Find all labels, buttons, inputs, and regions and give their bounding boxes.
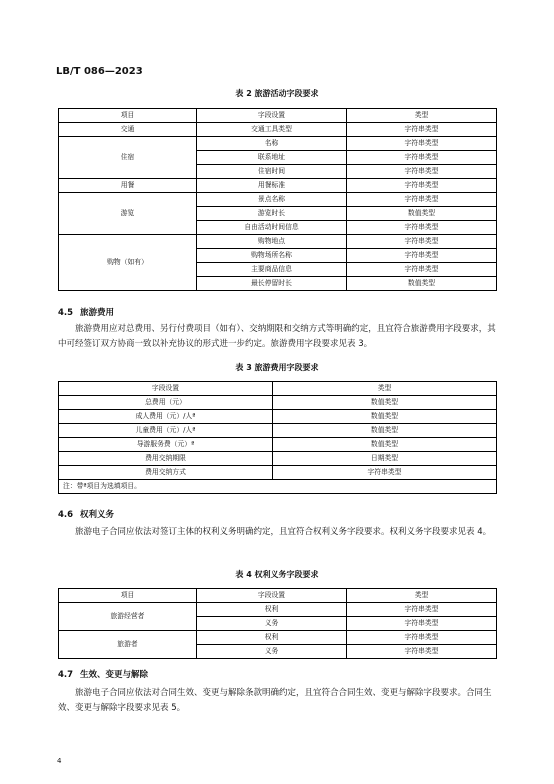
table-2-header-cell: 项目 bbox=[59, 109, 197, 123]
type-cell: 数值类型 bbox=[273, 396, 497, 410]
table-row bbox=[59, 603, 497, 617]
type-cell: 字符串类型 bbox=[347, 645, 497, 659]
table-row bbox=[59, 631, 497, 645]
field-cell: 导游服务费（元）ª bbox=[59, 438, 273, 452]
type-cell: 字符串类型 bbox=[347, 165, 497, 179]
type-cell: 数值类型 bbox=[273, 410, 497, 424]
type-cell: 字符串类型 bbox=[347, 617, 497, 631]
group-cell: 用餐 bbox=[59, 179, 197, 193]
type-cell: 字符串类型 bbox=[347, 603, 497, 617]
table-4-header-cell: 字段设置 bbox=[197, 589, 347, 603]
field-cell: 主要商品信息 bbox=[197, 263, 347, 277]
table-row bbox=[59, 123, 497, 137]
field-cell: 费用交纳期限 bbox=[59, 452, 273, 466]
section-number: 4.6 bbox=[58, 510, 74, 520]
table-note-row bbox=[59, 480, 497, 494]
table-row bbox=[59, 438, 497, 452]
table-2-header-row bbox=[59, 109, 497, 123]
group-cell: 住宿 bbox=[59, 137, 197, 179]
type-cell: 字符串类型 bbox=[347, 137, 497, 151]
group-cell: 交通 bbox=[59, 123, 197, 137]
table-3-caption: 表 3 旅游费用字段要求 bbox=[235, 363, 319, 372]
table-4-header-cell: 类型 bbox=[347, 589, 497, 603]
table-row bbox=[59, 410, 497, 424]
section-number: 4.5 bbox=[58, 308, 74, 318]
type-cell: 字符串类型 bbox=[347, 235, 497, 249]
section-4-6-heading bbox=[58, 508, 114, 520]
table-row bbox=[59, 179, 497, 193]
type-cell: 字符串类型 bbox=[347, 193, 497, 207]
field-cell: 义务 bbox=[197, 645, 347, 659]
field-cell: 购物场所名称 bbox=[197, 249, 347, 263]
section-title: 权利义务 bbox=[80, 510, 115, 520]
field-cell: 游览时长 bbox=[197, 207, 347, 221]
section-4-5-heading bbox=[58, 306, 114, 318]
field-cell: 景点名称 bbox=[197, 193, 347, 207]
table-2 bbox=[58, 108, 497, 291]
table-3 bbox=[58, 381, 497, 494]
field-cell: 联系地址 bbox=[197, 151, 347, 165]
field-cell: 权利 bbox=[197, 631, 347, 645]
field-cell: 义务 bbox=[197, 617, 347, 631]
section-4-6-paragraph: 旅游电子合同应依法对签订主体的权利义务明确约定，且宜符合权利义务字段要求。权利义务字段要求见表 4。 bbox=[75, 527, 492, 537]
table-3-header-row bbox=[59, 382, 497, 396]
table-row bbox=[59, 452, 497, 466]
field-cell: 最长停留时长 bbox=[197, 277, 347, 291]
group-cell: 购物（如有） bbox=[59, 235, 197, 291]
section-4-7-paragraph: 旅游电子合同应依法对合同生效、变更与解除条款明确约定，且宜符合合同生效、变更与解除字段要求。合同生效、变更与解除字段要求见表 5。 bbox=[58, 688, 492, 713]
field-cell: 权利 bbox=[197, 603, 347, 617]
type-cell: 数值类型 bbox=[347, 207, 497, 221]
table-row bbox=[59, 466, 497, 480]
type-cell: 数值类型 bbox=[273, 438, 497, 452]
field-cell: 成人费用（元）/人ª bbox=[59, 410, 273, 424]
field-cell: 自由活动时间信息 bbox=[197, 221, 347, 235]
field-cell: 购物地点 bbox=[197, 235, 347, 249]
field-cell: 用餐标准 bbox=[197, 179, 347, 193]
page-number: 4 bbox=[57, 757, 62, 765]
table-2-caption: 表 2 旅游活动字段要求 bbox=[235, 89, 319, 98]
field-cell: 总费用（元） bbox=[59, 396, 273, 410]
section-4-7-heading bbox=[58, 668, 148, 680]
table-row bbox=[59, 235, 497, 249]
type-cell: 字符串类型 bbox=[273, 466, 497, 480]
type-cell: 字符串类型 bbox=[347, 263, 497, 277]
table-row bbox=[59, 193, 497, 207]
standard-code: LB/T 086—2023 bbox=[56, 66, 143, 77]
field-cell: 住宿时间 bbox=[197, 165, 347, 179]
field-cell: 儿童费用（元）/人ª bbox=[59, 424, 273, 438]
table-row bbox=[59, 396, 497, 410]
group-cell: 旅游者 bbox=[59, 631, 197, 659]
table-note: 注：带ª项目为选填项目。 bbox=[59, 480, 497, 494]
type-cell: 数值类型 bbox=[273, 424, 497, 438]
section-title: 旅游费用 bbox=[80, 308, 115, 318]
type-cell: 字符串类型 bbox=[347, 221, 497, 235]
table-row bbox=[59, 424, 497, 438]
type-cell: 数值类型 bbox=[347, 277, 497, 291]
table-4-caption: 表 4 权利义务字段要求 bbox=[235, 570, 319, 579]
table-row bbox=[59, 137, 497, 151]
type-cell: 字符串类型 bbox=[347, 249, 497, 263]
group-cell: 旅游经营者 bbox=[59, 603, 197, 631]
table-4 bbox=[58, 588, 497, 659]
table-2-header-cell: 类型 bbox=[347, 109, 497, 123]
type-cell: 字符串类型 bbox=[347, 123, 497, 137]
table-3-header-cell: 字段设置 bbox=[59, 382, 273, 396]
type-cell: 日期类型 bbox=[273, 452, 497, 466]
field-cell: 名称 bbox=[197, 137, 347, 151]
table-3-header-cell: 类型 bbox=[273, 382, 497, 396]
type-cell: 字符串类型 bbox=[347, 179, 497, 193]
section-4-5-paragraph: 旅游费用应对总费用、另行付费项目（如有）、交纳期限和交纳方式等明确约定，且宜符合旅游费用字段要求，其中可经签订双方协商一致以补充协议的形式进一步约定。旅游费用字段要求见表 3。 bbox=[58, 324, 496, 349]
field-cell: 交通工具类型 bbox=[197, 123, 347, 137]
field-cell: 费用交纳方式 bbox=[59, 466, 273, 480]
section-number: 4.7 bbox=[58, 670, 74, 680]
section-title: 生效、变更与解除 bbox=[80, 670, 149, 680]
type-cell: 字符串类型 bbox=[347, 151, 497, 165]
table-2-header-cell: 字段设置 bbox=[197, 109, 347, 123]
group-cell: 游览 bbox=[59, 193, 197, 235]
table-4-header-row bbox=[59, 589, 497, 603]
table-4-header-cell: 项目 bbox=[59, 589, 197, 603]
type-cell: 字符串类型 bbox=[347, 631, 497, 645]
